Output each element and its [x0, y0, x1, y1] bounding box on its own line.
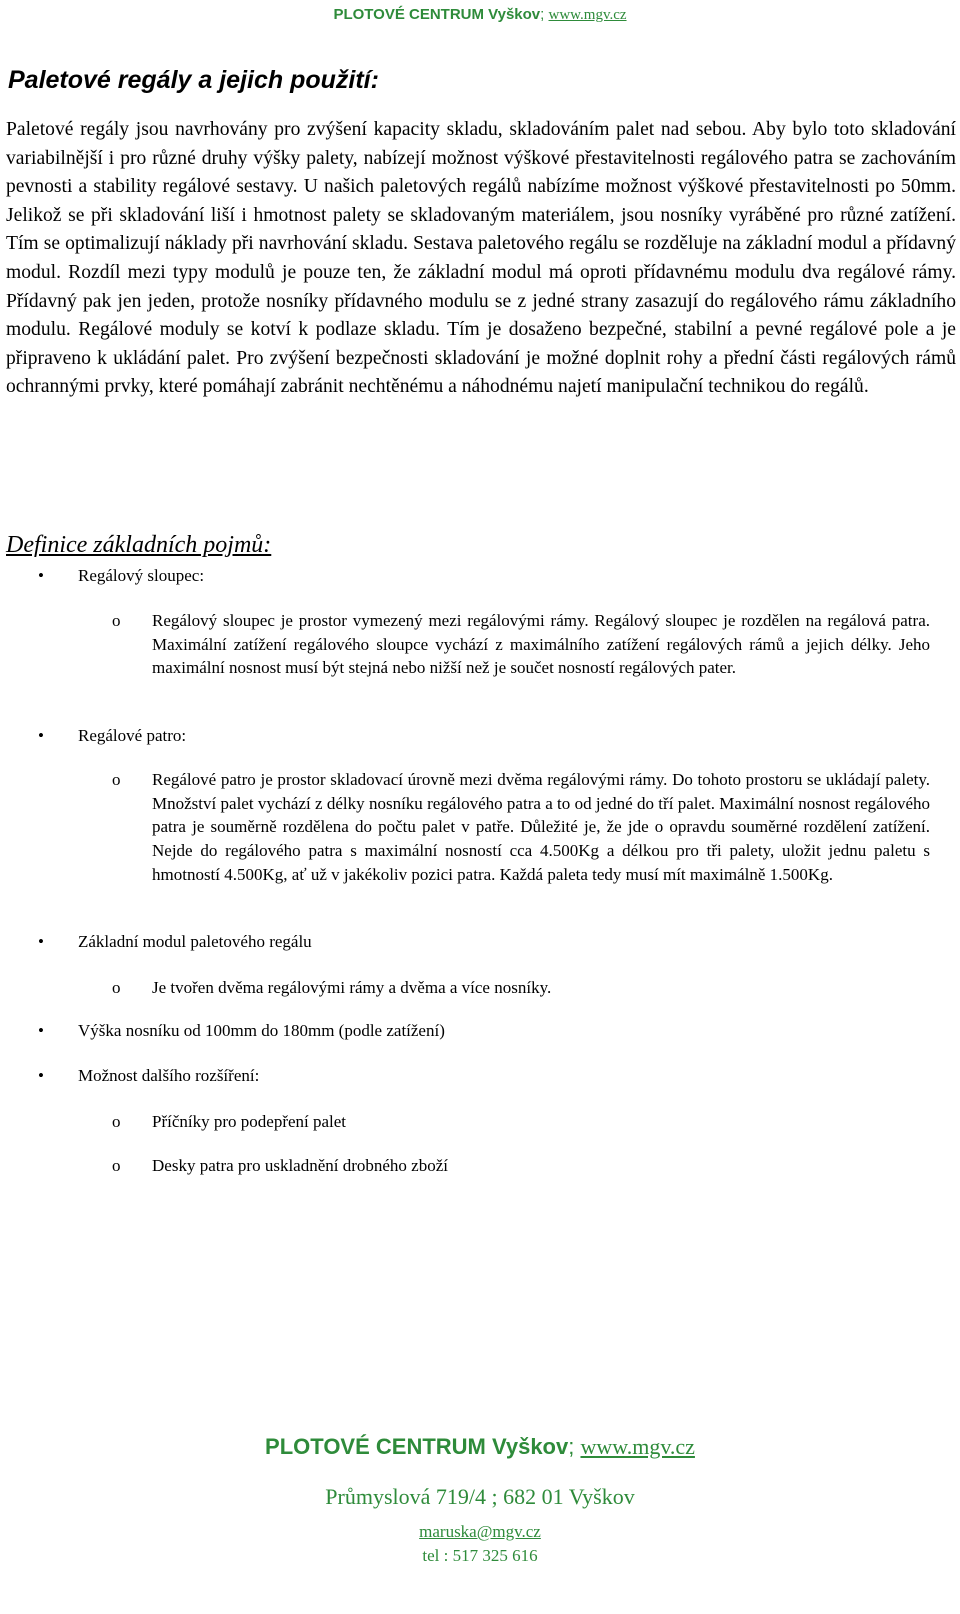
header-separator: ; [540, 6, 545, 23]
list-item-label: Regálový sloupec: [78, 566, 205, 585]
page-header [0, 6, 960, 24]
footer-separator: ; [568, 1434, 575, 1459]
sub-list-item-text: Regálový sloupec je prostor vymezený mezi regálovými rámy. Regálový sloupec je rozdělen na regálová patra. Maximální zatížení regálového sloupce vychází z maximálního zatížení regálových rámů a jejich délky. Jeho maximální nosnost musí být stejná nebo nižší než je součet nosností regálových pater. [152, 611, 930, 678]
bullet-icon: • [38, 1066, 44, 1085]
sub-list-item [112, 768, 930, 887]
footer-address: Průmyslová 719/4 ; 682 01 Vyškov [325, 1484, 635, 1509]
sub-list-item-text: Příčníky pro podepření palet [152, 1112, 347, 1131]
footer-website-link[interactable]: www.mgv.cz [580, 1434, 695, 1459]
sub-list-item [112, 609, 930, 680]
sub-list-item-text: Desky patra pro uskladnění drobného zboží [152, 1156, 448, 1175]
sub-list-item [112, 1154, 930, 1178]
sub-list-item-text: Je tvořen dvěma regálovými rámy a dvěma a více nosníky. [152, 978, 552, 997]
bullet-icon: • [38, 726, 44, 745]
footer-phone: tel : 517 325 616 [422, 1546, 538, 1565]
footer-brand-name: PLOTOVÉ CENTRUM Vyškov [265, 1434, 569, 1459]
footer-email-link[interactable]: maruska@mgv.cz [419, 1522, 541, 1541]
circle-bullet-icon: o [112, 770, 121, 789]
footer-brand [0, 1434, 960, 1460]
definitions-heading: Definice základních pojmů: [6, 532, 272, 558]
bullet-icon: • [38, 1021, 44, 1040]
list-item-label: Možnost dalšího rozšíření: [78, 1066, 260, 1085]
header-website-link[interactable]: www.mgv.cz [548, 7, 627, 23]
header-brand: PLOTOVÉ CENTRUM Vyškov [333, 6, 541, 23]
bullet-icon: • [38, 932, 44, 951]
list-item-label: Regálové patro: [78, 726, 187, 745]
page-title: Paletové regály a jejich použití: [8, 66, 379, 94]
sub-list-item-text: Regálové patro je prostor skladovací úrovně mezi dvěma regálovými rámy. Do tohoto prostoru se ukládají palety. Množství palet vychází z délky nosníku regálového patra a to od jedné do tří palet. Maximální nosnost regálového patra je souměrně rozdělena do počtu palet v patře. Důležité je, že jde o opravdu souměrné rozdělení zatížení. Nejde do regálového patra s maximální nosností cca 4.500Kg a délkou pro tři palety, uložit jednu paletu s hmotností 4.500Kg, ať už v jakékoliv pozici patra. Každá paleta tedy musí mít maximálně 1.500Kg. [152, 770, 930, 884]
list-item-label: Základní modul paletového regálu [78, 932, 312, 951]
circle-bullet-icon: o [112, 1112, 121, 1131]
bullet-icon: • [38, 566, 44, 585]
list-item-label: Výška nosníku od 100mm do 180mm (podle zatížení) [78, 1021, 445, 1040]
circle-bullet-icon: o [112, 1156, 121, 1175]
circle-bullet-icon: o [112, 978, 121, 997]
circle-bullet-icon: o [112, 611, 121, 630]
sub-list-item [112, 976, 930, 1000]
intro-paragraph: Paletové regály jsou navrhovány pro zvýšení kapacity skladu, skladováním palet nad sebou. Aby bylo toto skladování variabilnější i pro různé druhy výšky palety, nabízejí možnost výškové přestavitelnosti regálového patra se zachováním pevnosti a stability regálové sestavy. U našich paletových regálů nabízíme možnost výškové přestavitelnosti po 50mm. Jelikož se při skladování liší i hmotnost palety se skladovaným materiálem, jsou nosníky vyráběné pro různé zatížení. Tím se optimalizují náklady při navrhování skladu. Sestava paletového regálu se rozděluje na základní modul a přídavný modul. Rozdíl mezi typy modulů je pouze ten, že základní modul má oproti přídavnému modulu dva regálové rámy. Přídavný pak jen jeden, protože nosníky přídavného modulu se z jedné strany zasazují do regálového rámu základního modulu. Regálové moduly se kotví k podlaze skladu. Tím je dosaženo bezpečné, stabilní a pevné regálové pole a je připraveno k ukládání palet. Pro zvýšení bezpečnosti skladování je možné doplnit rohy a přední části regálových rámů ochrannými prvky, které pomáhají zabránit nechtěnému a náhodnému najetí manipulační technikou do regálů. [6, 119, 956, 398]
sub-list-item [112, 1110, 930, 1134]
